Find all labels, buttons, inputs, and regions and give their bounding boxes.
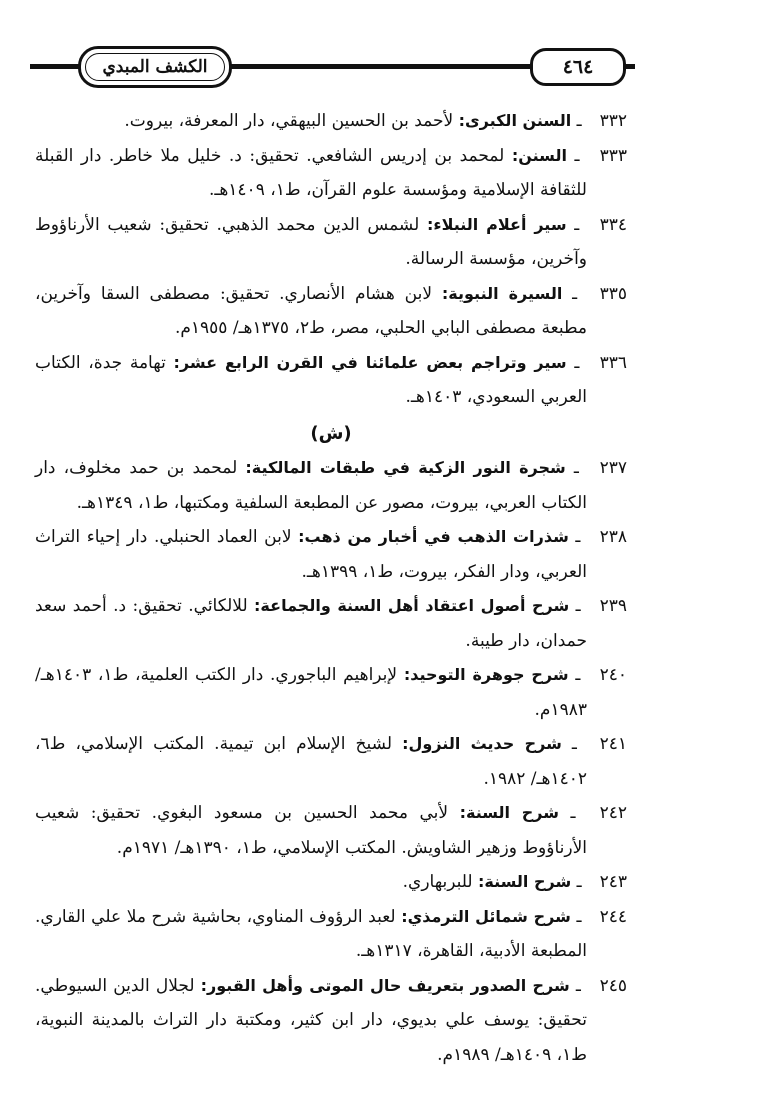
entry-details: لإبراهيم الباجوري. دار الكتب العلمية، ط١، ١٤٠٣هـ/ ١٩٨٣م. xyxy=(35,665,587,720)
entry-title: شرح حديث النزول: xyxy=(402,734,562,753)
entry-details: لشيخ الإسلام ابن تيمية. المكتب الإسلامي، ط٦، ١٤٠٢هـ/ ١٩٨٢. xyxy=(35,734,587,789)
entry-details: لمحمد بن حمد مخلوف، دار الكتاب العربي، بيروت، مصور عن المطبعة السلفية ومكتبها، ط١، ١٣٤٩هـ. xyxy=(35,458,587,513)
bibliography-entry: ٢٤٤ ـ شرح شمائل الترمذي: لعبد الرؤوف المناوي، بحاشية شرح ملا علي القاري. المطبعة الأدبية، القاهرة، ١٣١٧هـ. xyxy=(35,900,627,969)
entry-details: لابن هشام الأنصاري. تحقيق: مصطفى السقا وآخرين، مطبعة مصطفى البابي الحلبي، مصر، ط٢، ١٣٧٥هـ/ ١٩٥٥م. xyxy=(35,283,587,338)
entry-number: ٢٤٥ xyxy=(599,975,627,996)
entry-details: لمحمد بن إدريس الشافعي. تحقيق: د. خليل ملا خاطر. دار القبلة للثقافة الإسلامية ومؤسسة علوم القرآن، ط١، ١٤٠٩هـ. xyxy=(35,145,587,200)
running-title: الكشف المبدي xyxy=(78,46,232,88)
bibliography-entry: ٢٣٨ ـ شذرات الذهب في أخبار من ذهب: لابن العماد الحنبلي. دار إحياء التراث العربي، ودار الفكر، بيروت، ط١، ١٣٩٩هـ. xyxy=(35,520,627,589)
bibliography-entry: ٣٣٦ ـ سير وتراجم بعض علمائنا في القرن الرابع عشر: تهامة جدة، الكتاب العربي السعودي، ١٤٠٣هـ. xyxy=(35,346,627,415)
entry-number: ٢٤٢ xyxy=(599,803,627,823)
entry-number: ٣٣٦ xyxy=(599,352,628,373)
bibliography-entry: ٢٤٣ ـ شرح السنة: للبربهاري. xyxy=(35,865,627,900)
entry-number: ٣٣٥ xyxy=(599,283,627,304)
page-header xyxy=(30,40,635,92)
entry-number: ٢٣٧ xyxy=(599,458,627,478)
entry-number: ٣٣٣ xyxy=(599,145,627,166)
entry-title: شجرة النور الزكية في طبقات المالكية: xyxy=(245,458,566,477)
entry-number: ٢٣٩ xyxy=(599,596,627,616)
entry-title: السنن الكبرى: xyxy=(458,111,572,130)
entry-title: شرح أصول اعتقاد أهل السنة والجماعة: xyxy=(254,596,570,615)
entry-title: شرح السنة: xyxy=(478,872,572,891)
entry-details: لعبد الرؤوف المناوي، بحاشية شرح ملا علي القاري. المطبعة الأدبية، القاهرة، ١٣١٧هـ. xyxy=(35,906,587,961)
entry-details: لأبي محمد الحسين بن مسعود البغوي. تحقيق: شعيب الأرناؤوط وزهير الشاويش. المكتب الإسلامي، ط١، ١٣٩٠هـ/ ١٩٧١م. xyxy=(35,803,587,858)
entries-before-section xyxy=(35,104,627,415)
entry-number: ٢٤١ xyxy=(599,734,628,754)
bibliography-entry: ٢٣٧ ـ شجرة النور الزكية في طبقات المالكية: لمحمد بن حمد مخلوف، دار الكتاب العربي، بيروت، مصور عن المطبعة السلفية ومكتبها، ط١، ١٣٤٩هـ. xyxy=(35,451,627,520)
bibliography-list xyxy=(35,104,627,1072)
entry-title: شرح جوهرة التوحيد: xyxy=(403,665,569,684)
entry-number: ٢٣٨ xyxy=(599,527,627,547)
entry-details: لابن العماد الحنبلي. دار إحياء التراث العربي، ودار الفكر، بيروت، ط١، ١٣٩٩هـ. xyxy=(35,527,587,582)
entry-number: ٣٣٢ xyxy=(599,111,627,131)
entry-details: لأحمد بن الحسين البيهقي، دار المعرفة، بيروت. xyxy=(124,111,459,131)
entry-title: شذرات الذهب في أخبار من ذهب: xyxy=(298,527,569,546)
entry-title: شرح الصدور بتعريف حال الموتى وأهل القبور: xyxy=(200,975,570,995)
entry-details: تهامة جدة، الكتاب العربي السعودي، ١٤٠٣هـ. xyxy=(35,352,587,407)
bibliography-entry: ٣٣٤ ـ سير أعلام النبلاء: لشمس الدين محمد الذهبي. تحقيق: شعيب الأرناؤوط وآخرين، مؤسسة الرسالة. xyxy=(35,208,627,277)
entry-details: لشمس الدين محمد الذهبي. تحقيق: شعيب الأرناؤوط وآخرين، مؤسسة الرسالة. xyxy=(35,214,587,269)
bibliography-entry: ٢٤٢ ـ شرح السنة: لأبي محمد الحسين بن مسعود البغوي. تحقيق: شعيب الأرناؤوط وزهير الشاويش. المكتب الإسلامي، ط١، ١٣٩٠هـ/ ١٩٧١م. xyxy=(35,796,627,865)
bibliography-entry: ٢٤٠ ـ شرح جوهرة التوحيد: لإبراهيم الباجوري. دار الكتب العلمية، ط١، ١٤٠٣هـ/ ١٩٨٣م. xyxy=(35,658,627,727)
entry-title: السيرة النبوية: xyxy=(441,283,563,303)
entry-title: شرح السنة: xyxy=(459,803,559,822)
entry-details: لجلال الدين السيوطي. تحقيق: يوسف علي بديوي، دار ابن كثير، ومكتبة دار التراث بالمدينة النبوية، ط١، ١٤٠٩هـ/ ١٩٨٩م. xyxy=(35,975,587,1065)
entry-title: شرح شمائل الترمذي: xyxy=(401,906,571,926)
bibliography-entry: ٢٤٥ ـ شرح الصدور بتعريف حال الموتى وأهل القبور: لجلال الدين السيوطي. تحقيق: يوسف علي بديوي، دار ابن كثير، ومكتبة دار التراث بالمدينة النبوية، ط١، ١٤٠٩هـ/ ١٩٨٩م. xyxy=(35,969,627,1073)
entries-after-section xyxy=(35,451,627,1072)
entry-number: ٢٤٣ xyxy=(599,872,627,892)
entry-number: ٢٤٠ xyxy=(599,665,628,685)
entry-number: ٢٤٤ xyxy=(599,906,627,927)
entry-title: السنن: xyxy=(511,145,567,165)
bibliography-entry: ٣٣٥ ـ السيرة النبوية: لابن هشام الأنصاري. تحقيق: مصطفى السقا وآخرين، مطبعة مصطفى البابي الحلبي، مصر، ط٢، ١٣٧٥هـ/ ١٩٥٥م. xyxy=(35,277,627,346)
bibliography-entry: ٢٣٩ ـ شرح أصول اعتقاد أهل السنة والجماعة: للالكائي. تحقيق: د. أحمد سعد حمدان، دار طيبة. xyxy=(35,589,627,658)
entry-number: ٣٣٤ xyxy=(599,214,627,235)
bibliography-entry: ٢٤١ ـ شرح حديث النزول: لشيخ الإسلام ابن تيمية. المكتب الإسلامي، ط٦، ١٤٠٢هـ/ ١٩٨٢. xyxy=(35,727,627,796)
bibliography-entry: ٣٣٢ ـ السنن الكبرى: لأحمد بن الحسين البيهقي، دار المعرفة، بيروت. xyxy=(35,104,627,139)
entry-details: للالكائي. تحقيق: د. أحمد سعد حمدان، دار طيبة. xyxy=(35,596,587,651)
section-heading: (ش) xyxy=(310,422,352,444)
entry-details: للبربهاري. xyxy=(402,872,478,892)
entry-title: سير أعلام النبلاء: xyxy=(427,214,567,234)
entry-title: سير وتراجم بعض علمائنا في القرن الرابع عشر: xyxy=(173,352,567,372)
bibliography-entry: ٣٣٣ ـ السنن: لمحمد بن إدريس الشافعي. تحقيق: د. خليل ملا خاطر. دار القبلة للثقافة الإسلامية ومؤسسة علوم القرآن، ط١، ١٤٠٩هـ. xyxy=(35,139,627,208)
page-number: ٤٦٤ xyxy=(530,48,626,86)
